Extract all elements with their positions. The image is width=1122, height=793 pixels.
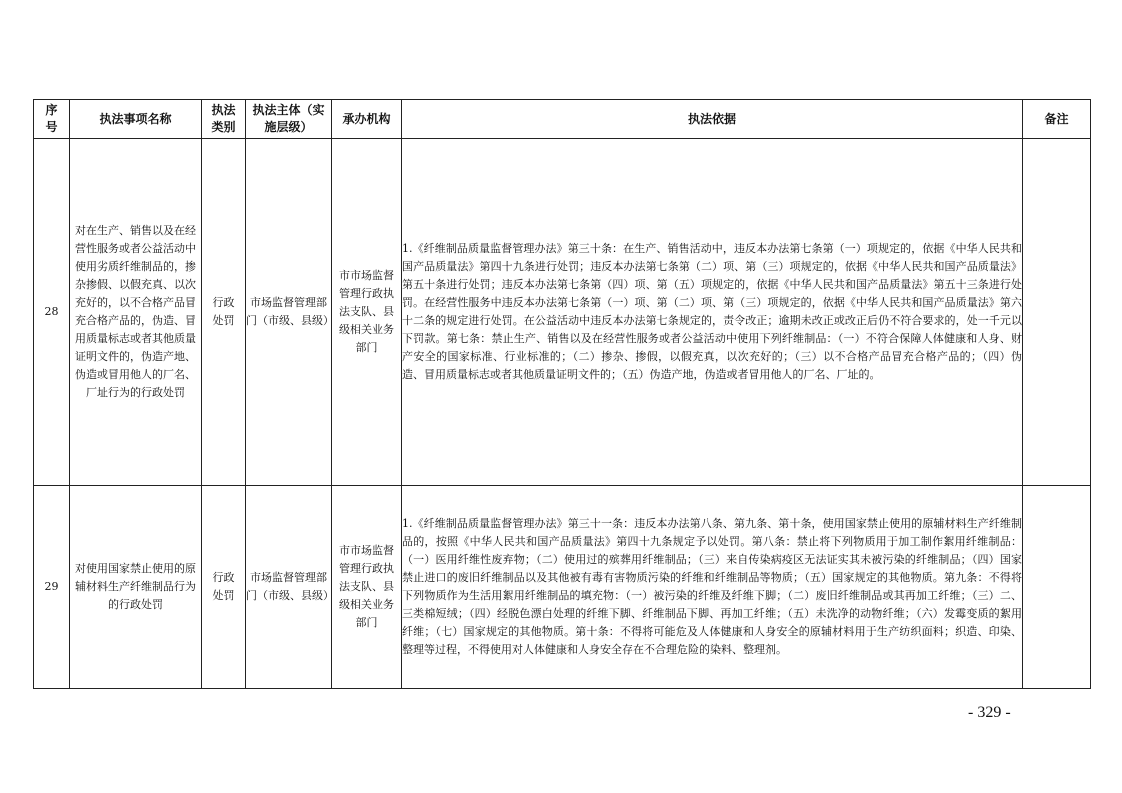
row-agency: 市市场监督管理行政执法支队、县级相关业务部门 xyxy=(332,486,402,689)
row-remarks xyxy=(1023,139,1091,486)
header-category: 执法类别 xyxy=(202,100,246,139)
table-row xyxy=(34,139,1091,486)
row-agency: 市市场监督管理行政执法支队、县级相关业务部门 xyxy=(332,139,402,486)
row-seq: 29 xyxy=(34,486,70,689)
row-category: 行政处罚 xyxy=(202,486,246,689)
row-basis: 1.《纤维制品质量监督管理办法》第三十一条：违反本办法第八条、第九条、第十条，使用国家禁止使用的原辅材料生产纤维制品的，按照《中华人民共和国产品质量法》第四十九条规定予以处罚。第八条：禁止将下列物质用于加工制作絮用纤维制品：（一）医用纤维性废弃物；（二）使用过的殡葬用纤维制品；（三）来自传染病疫区无法证实其未被污染的纤维制品；（四）国家禁止进口的废旧纤维制品以及其他被有毒有害物质污染的纤维和纤维制品等物质；（五）国家规定的其他物质。第九条：不得将下列物质作为生活用絮用纤维制品的填充物：（一）被污染的纤维及纤维下脚；（二）废旧纤维制品或其再加工纤维；（三）二、三类棉短绒；（四）经脱色漂白处理的纤维下脚、纤维制品下脚、再加工纤维；（五）未洗净的动物纤维；（六）发霉变质的絮用纤维；（七）国家规定的其他物质。第十条：不得将可能危及人体健康和人身安全的原辅材料用于生产纺织面料；织造、印染、整理等过程，不得使用对人体健康和人身安全存在不合理危险的染料、整理剂。 xyxy=(402,486,1023,689)
header-item-name: 执法事项名称 xyxy=(70,100,202,139)
header-seq: 序号 xyxy=(34,100,70,139)
header-basis: 执法依据 xyxy=(402,100,1023,139)
row-subject: 市场监督管理部门（市级、县级） xyxy=(246,139,332,486)
row-remarks xyxy=(1023,486,1091,689)
table-row xyxy=(34,486,1091,689)
row-category: 行政处罚 xyxy=(202,139,246,486)
enforcement-items-table xyxy=(33,99,1091,689)
header-subject: 执法主体（实施层级） xyxy=(246,100,332,139)
header-agency: 承办机构 xyxy=(332,100,402,139)
row-item-name: 对在生产、销售以及在经营性服务或者公益活动中使用劣质纤维制品的，掺杂掺假、以假充真、以次充好的，以不合格产品冒充合格产品的，伪造、冒用质量标志或者其他质量证明文件的，伪造产地、伪造或冒用他人的厂名、厂址行为的行政处罚 xyxy=(70,139,202,486)
row-basis: 1.《纤维制品质量监督管理办法》第三十条：在生产、销售活动中，违反本办法第七条第（一）项规定的，依据《中华人民共和国产品质量法》第四十九条进行处罚；违反本办法第七条第（二）项、第（三）项规定的，依据《中华人民共和国产品质量法》第五十条进行处罚；违反本办法第七条第（四）项、第（五）项规定的，依据《中华人民共和国产品质量法》第五十三条进行处罚。在经营性服务中违反本办法第七条第（一）项、第（二）项、第（三）项规定的，依据《中华人民共和国产品质量法》第六十二条的规定进行处罚。在公益活动中违反本办法第七条规定的，责令改正；逾期未改正或改正后仍不符合要求的，处一千元以下罚款。第七条：禁止生产、销售以及在经营性服务或者公益活动中使用下列纤维制品：（一）不符合保障人体健康和人身、财产安全的国家标准、行业标准的；（二）掺杂、掺假，以假充真，以次充好的；（三）以不合格产品冒充合格产品的；（四）伪造、冒用质量标志或者其他质量证明文件的；（五）伪造产地，伪造或者冒用他人的厂名、厂址的。 xyxy=(402,139,1023,486)
header-remarks: 备注 xyxy=(1023,100,1091,139)
row-item-name: 对使用国家禁止使用的原辅材料生产纤维制品行为的行政处罚 xyxy=(70,486,202,689)
row-seq: 28 xyxy=(34,139,70,486)
page-number: - 329 - xyxy=(968,704,1011,721)
row-subject: 市场监督管理部门（市级、县级） xyxy=(246,486,332,689)
table-header-row xyxy=(34,100,1091,139)
